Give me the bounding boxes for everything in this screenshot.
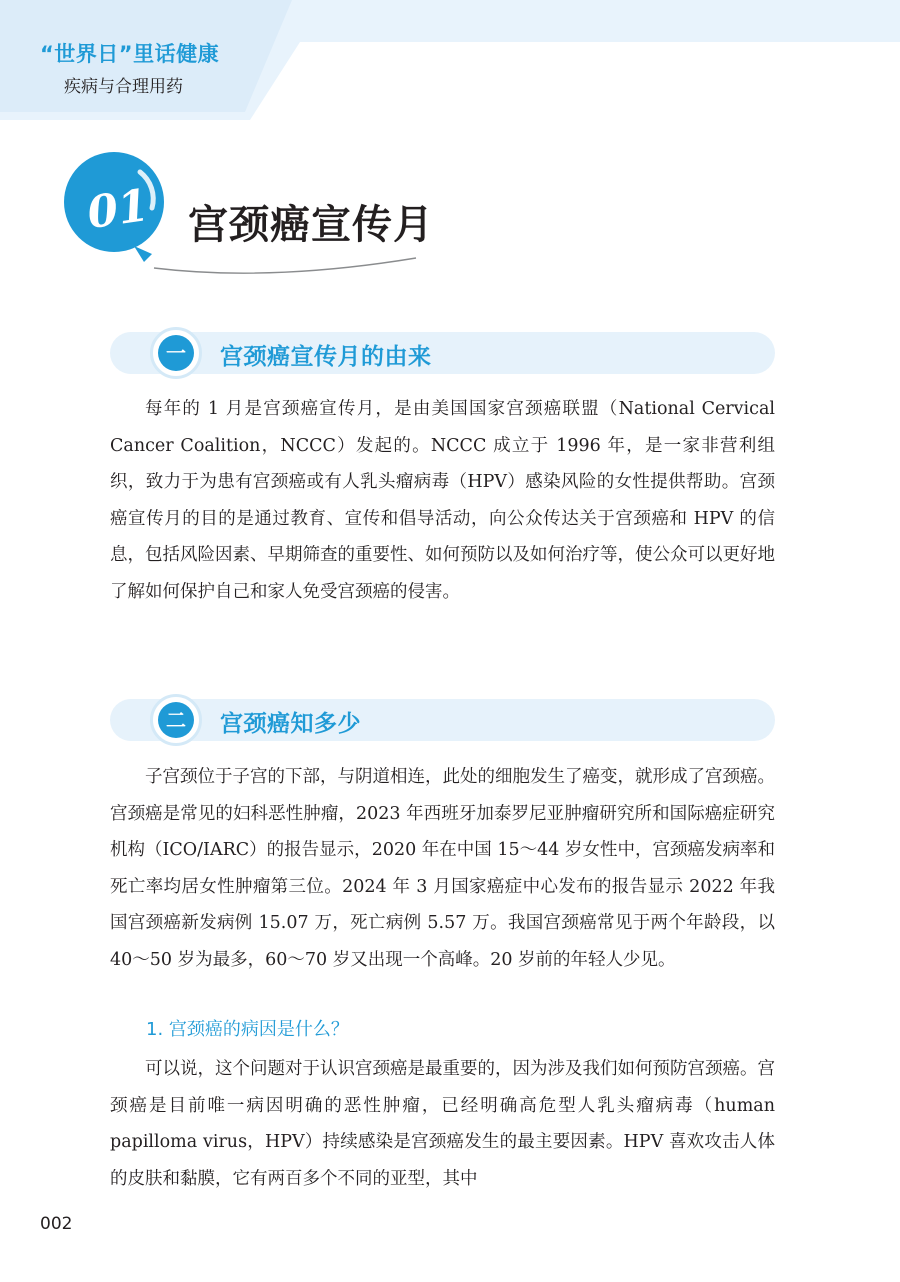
section-title-1: 宫颈癌宣传月的由来 (220, 344, 432, 370)
section-index-badge-1 (150, 327, 202, 379)
paragraph-origin: 每年的 1 月是宫颈癌宣传月，是由美国国家宫颈癌联盟（National Cervical Cancer Coalition，NCCC）发起的。NCCC 成立于 1996 年，是一家非营利组织，致力于为患有宫颈癌或有人乳头瘤病毒（HPV）感染风险的女性提供帮助。宫颈癌宣传月的目的是通过教育、宣传和倡导活动，向公众传达关于宫颈癌和 HPV 的信息，包括风险因素、早期筛查的重要性、如何预防以及如何治疗等，使公众可以更好地了解如何保护自己和家人免受宫颈癌的侵害。 (110, 399, 775, 602)
section-bar-2 (110, 699, 775, 741)
series-title: “世界日”里话健康 (40, 42, 220, 66)
page-number: 002 (40, 1214, 73, 1234)
paragraph-about-cervical-cancer: 子宫颈位于子宫的下部，与阴道相连，此处的细胞发生了癌变，就形成了宫颈癌。宫颈癌是常见的妇科恶性肿瘤，2023 年西班牙加泰罗尼亚肿瘤研究所和国际癌症研究机构（ICO/IARC）的报告显示，2020 年在中国 15～44 岁女性中，宫颈癌发病率和死亡率均居女性肿瘤第三位。2024 年 3 月国家癌症中心发布的报告显示 2022 年我国宫颈癌新发病例 15.07 万，死亡病例 5.57 万。我国宫颈癌常见于两个年龄段，以 40～50 岁为最多，60～70 岁又出现一个高峰。20 岁前的年轻人少见。 (110, 767, 775, 970)
section-index-label-1: 一 (158, 335, 194, 371)
section-index-badge-2 (150, 694, 202, 746)
section-title-2: 宫颈癌知多少 (220, 711, 361, 737)
section-index-label-2: 二 (158, 702, 194, 738)
section-bar-1 (110, 332, 775, 374)
paragraph-cause: 可以说，这个问题对于认识宫颈癌是最重要的，因为涉及我们如何预防宫颈癌。宫颈癌是目前唯一病因明确的恶性肿瘤，已经明确高危型人乳头瘤病毒（human papilloma virus，HPV）持续感染是宫颈癌发生的最主要因素。HPV 喜欢攻击人体的皮肤和黏膜，它有两百多个不同的亚型，其中 (110, 1059, 775, 1189)
series-subtitle: 疾病与合理用药 (64, 77, 183, 97)
chapter-title: 宫颈癌宣传月 (188, 202, 434, 248)
subheading-cause: 1. 宫颈癌的病因是什么？ (146, 1019, 349, 1040)
chapter-number: 01 (84, 179, 152, 240)
chapter-title-underline (150, 252, 420, 282)
